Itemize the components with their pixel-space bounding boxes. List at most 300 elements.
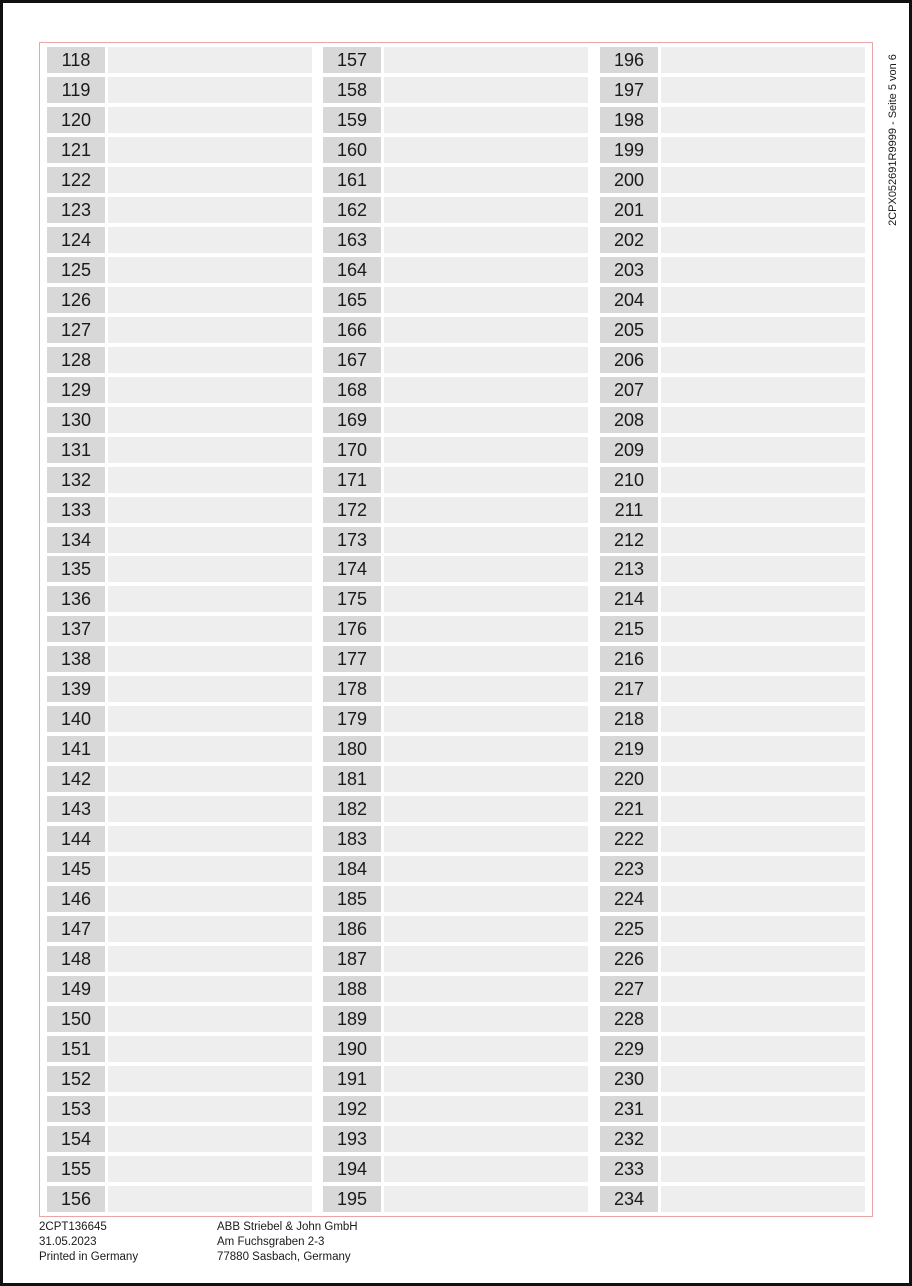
label-row [600, 497, 865, 523]
label-number: 200 [600, 167, 658, 193]
label-divider [658, 347, 661, 373]
label-number: 132 [47, 467, 105, 493]
label-number: 162 [323, 197, 381, 223]
label-row [600, 886, 865, 912]
label-row [600, 137, 865, 163]
label-number: 118 [47, 47, 105, 73]
label-number: 163 [323, 227, 381, 253]
label-number: 219 [600, 736, 658, 762]
label-row [323, 736, 588, 762]
label-divider [381, 47, 384, 73]
label-number: 169 [323, 407, 381, 433]
label-number: 145 [47, 856, 105, 882]
label-number: 146 [47, 886, 105, 912]
label-divider [658, 137, 661, 163]
label-number: 231 [600, 1096, 658, 1122]
label-number: 207 [600, 377, 658, 403]
label-number: 152 [47, 1066, 105, 1092]
label-divider [658, 77, 661, 103]
label-number: 155 [47, 1156, 105, 1182]
label-number: 158 [323, 77, 381, 103]
label-number: 201 [600, 197, 658, 223]
label-divider [105, 227, 108, 253]
label-row [323, 1096, 588, 1122]
label-row [600, 1096, 865, 1122]
label-row [323, 167, 588, 193]
label-divider [658, 706, 661, 732]
label-row [600, 1186, 865, 1212]
company-street: Am Fuchsgraben 2-3 [217, 1236, 325, 1248]
label-number: 182 [323, 796, 381, 822]
label-divider [658, 1126, 661, 1152]
label-divider [381, 796, 384, 822]
label-number: 194 [323, 1156, 381, 1182]
label-number: 161 [323, 167, 381, 193]
label-divider [381, 1066, 384, 1092]
label-divider [381, 1156, 384, 1182]
label-number: 188 [323, 976, 381, 1002]
label-number: 157 [323, 47, 381, 73]
label-row [600, 856, 865, 882]
label-divider [105, 137, 108, 163]
label-number: 138 [47, 646, 105, 672]
label-number: 210 [600, 467, 658, 493]
label-number: 204 [600, 287, 658, 313]
label-divider [105, 197, 108, 223]
label-divider [658, 497, 661, 523]
label-row [323, 916, 588, 942]
label-divider [658, 167, 661, 193]
label-number: 225 [600, 916, 658, 942]
label-row [47, 287, 312, 313]
label-number: 174 [323, 556, 381, 582]
label-divider [658, 437, 661, 463]
label-number: 175 [323, 586, 381, 612]
label-divider [381, 856, 384, 882]
label-number: 208 [600, 407, 658, 433]
label-divider [658, 766, 661, 792]
label-row [323, 527, 588, 553]
label-divider [105, 467, 108, 493]
label-divider [658, 467, 661, 493]
label-row [323, 347, 588, 373]
label-divider [658, 407, 661, 433]
label-divider [105, 886, 108, 912]
label-row [47, 946, 312, 972]
label-number: 226 [600, 946, 658, 972]
printed-note: Printed in Germany [39, 1251, 139, 1263]
label-row [47, 676, 312, 702]
label-row [600, 77, 865, 103]
label-divider [381, 167, 384, 193]
label-number: 130 [47, 407, 105, 433]
label-divider [105, 1036, 108, 1062]
label-number: 172 [323, 497, 381, 523]
label-number: 228 [600, 1006, 658, 1032]
label-row [600, 257, 865, 283]
label-row [600, 527, 865, 553]
label-row [600, 1066, 865, 1092]
label-row [47, 227, 312, 253]
label-divider [381, 706, 384, 732]
label-row [323, 47, 588, 73]
doc-date: 31.05.2023 [39, 1236, 97, 1248]
label-number: 199 [600, 137, 658, 163]
label-row [600, 646, 865, 672]
label-divider [105, 586, 108, 612]
label-row [323, 1006, 588, 1032]
label-row [323, 257, 588, 283]
label-number: 171 [323, 467, 381, 493]
label-number: 196 [600, 47, 658, 73]
label-divider [381, 317, 384, 343]
label-number: 168 [323, 377, 381, 403]
label-row [600, 167, 865, 193]
label-divider [658, 886, 661, 912]
label-number: 233 [600, 1156, 658, 1182]
label-divider [658, 317, 661, 343]
label-number: 131 [47, 437, 105, 463]
label-number: 206 [600, 347, 658, 373]
label-divider [381, 676, 384, 702]
label-divider [658, 856, 661, 882]
label-number: 170 [323, 437, 381, 463]
label-row [323, 317, 588, 343]
label-row [323, 646, 588, 672]
label-row [323, 1186, 588, 1212]
label-divider [658, 1066, 661, 1092]
label-divider [658, 1186, 661, 1212]
label-row [323, 946, 588, 972]
label-number: 167 [323, 347, 381, 373]
label-divider [105, 1096, 108, 1122]
label-divider [658, 736, 661, 762]
label-row [47, 77, 312, 103]
label-divider [658, 1036, 661, 1062]
label-row [323, 407, 588, 433]
label-row [47, 107, 312, 133]
label-row [47, 197, 312, 223]
label-divider [105, 317, 108, 343]
label-number: 212 [600, 527, 658, 553]
label-row [47, 586, 312, 612]
label-number: 154 [47, 1126, 105, 1152]
label-divider [658, 796, 661, 822]
label-divider [658, 47, 661, 73]
label-number: 177 [323, 646, 381, 672]
label-row [47, 257, 312, 283]
label-divider [105, 287, 108, 313]
label-row [323, 107, 588, 133]
label-number: 126 [47, 287, 105, 313]
label-divider [105, 646, 108, 672]
label-divider [381, 107, 384, 133]
label-divider [105, 766, 108, 792]
side-reference: 2CPX052691R9999 - Seite 5 von 6 [887, 54, 899, 226]
label-row [600, 47, 865, 73]
label-row [47, 1006, 312, 1032]
label-row [323, 467, 588, 493]
label-row [47, 407, 312, 433]
label-number: 229 [600, 1036, 658, 1062]
footer-left [39, 1220, 138, 1265]
label-divider [105, 347, 108, 373]
label-number: 227 [600, 976, 658, 1002]
label-number: 153 [47, 1096, 105, 1122]
label-divider [658, 197, 661, 223]
label-divider [105, 1156, 108, 1182]
label-row [600, 706, 865, 732]
label-number: 120 [47, 107, 105, 133]
label-number: 124 [47, 227, 105, 253]
label-row [323, 586, 588, 612]
label-row [600, 826, 865, 852]
label-row [47, 1186, 312, 1212]
label-row [47, 886, 312, 912]
label-divider [381, 497, 384, 523]
label-divider [381, 347, 384, 373]
label-number: 203 [600, 257, 658, 283]
label-number: 149 [47, 976, 105, 1002]
label-divider [381, 377, 384, 403]
label-number: 136 [47, 586, 105, 612]
label-row [47, 646, 312, 672]
label-number: 223 [600, 856, 658, 882]
label-divider [381, 1096, 384, 1122]
label-row [47, 1156, 312, 1182]
label-number: 232 [600, 1126, 658, 1152]
label-number: 220 [600, 766, 658, 792]
label-row [323, 1066, 588, 1092]
label-number: 195 [323, 1186, 381, 1212]
label-number: 186 [323, 916, 381, 942]
label-number: 216 [600, 646, 658, 672]
label-divider [381, 137, 384, 163]
label-divider [381, 556, 384, 582]
label-number: 135 [47, 556, 105, 582]
label-divider [105, 1066, 108, 1092]
label-divider [105, 437, 108, 463]
label-number: 122 [47, 167, 105, 193]
label-row [600, 377, 865, 403]
label-number: 192 [323, 1096, 381, 1122]
label-divider [381, 916, 384, 942]
label-number: 213 [600, 556, 658, 582]
label-row [47, 317, 312, 343]
label-divider [105, 527, 108, 553]
label-row [47, 347, 312, 373]
label-divider [105, 407, 108, 433]
label-row [47, 1066, 312, 1092]
label-row [600, 1156, 865, 1182]
label-number: 222 [600, 826, 658, 852]
label-row [323, 976, 588, 1002]
label-divider [381, 527, 384, 553]
label-row [323, 377, 588, 403]
label-divider [105, 826, 108, 852]
label-number: 128 [47, 347, 105, 373]
label-number: 198 [600, 107, 658, 133]
label-row [600, 1126, 865, 1152]
label-number: 224 [600, 886, 658, 912]
label-row [47, 437, 312, 463]
label-row [600, 736, 865, 762]
label-row [600, 586, 865, 612]
label-number: 214 [600, 586, 658, 612]
label-divider [105, 856, 108, 882]
label-row [47, 167, 312, 193]
label-divider [381, 886, 384, 912]
label-number: 218 [600, 706, 658, 732]
label-divider [381, 1126, 384, 1152]
label-divider [105, 497, 108, 523]
label-divider [105, 916, 108, 942]
label-divider [658, 616, 661, 642]
label-divider [658, 107, 661, 133]
label-row [47, 377, 312, 403]
label-row [600, 556, 865, 582]
label-divider [381, 736, 384, 762]
label-number: 129 [47, 377, 105, 403]
label-row [47, 497, 312, 523]
label-divider [105, 47, 108, 73]
label-number: 191 [323, 1066, 381, 1092]
label-divider [105, 736, 108, 762]
label-row [323, 886, 588, 912]
label-divider [105, 377, 108, 403]
label-number: 190 [323, 1036, 381, 1062]
label-row [47, 796, 312, 822]
label-row [600, 317, 865, 343]
label-divider [105, 796, 108, 822]
label-row [600, 976, 865, 1002]
label-row [47, 706, 312, 732]
label-divider [658, 556, 661, 582]
label-number: 156 [47, 1186, 105, 1212]
label-number: 173 [323, 527, 381, 553]
label-divider [105, 107, 108, 133]
label-number: 133 [47, 497, 105, 523]
label-row [47, 616, 312, 642]
label-divider [381, 766, 384, 792]
label-row [47, 976, 312, 1002]
label-number: 217 [600, 676, 658, 702]
label-row [600, 1006, 865, 1032]
label-row [47, 736, 312, 762]
label-number: 187 [323, 946, 381, 972]
label-divider [381, 586, 384, 612]
label-row [600, 916, 865, 942]
label-number: 209 [600, 437, 658, 463]
label-number: 205 [600, 317, 658, 343]
label-row [600, 347, 865, 373]
label-number: 176 [323, 616, 381, 642]
doc-number: 2CPT136645 [39, 1221, 107, 1233]
label-divider [658, 527, 661, 553]
label-number: 139 [47, 676, 105, 702]
label-divider [105, 946, 108, 972]
label-divider [105, 1186, 108, 1212]
label-row [323, 766, 588, 792]
label-divider [381, 467, 384, 493]
label-row [600, 437, 865, 463]
label-number: 123 [47, 197, 105, 223]
label-row [323, 616, 588, 642]
label-row [47, 556, 312, 582]
label-divider [658, 586, 661, 612]
label-divider [658, 676, 661, 702]
label-row [47, 467, 312, 493]
label-divider [105, 77, 108, 103]
label-row [323, 1126, 588, 1152]
label-row [600, 407, 865, 433]
label-divider [658, 377, 661, 403]
label-divider [381, 946, 384, 972]
label-row [323, 497, 588, 523]
label-row [600, 946, 865, 972]
label-number: 215 [600, 616, 658, 642]
label-row [47, 826, 312, 852]
label-row [600, 287, 865, 313]
label-number: 148 [47, 946, 105, 972]
label-divider [105, 976, 108, 1002]
label-divider [381, 826, 384, 852]
label-divider [105, 556, 108, 582]
label-row [600, 766, 865, 792]
label-number: 144 [47, 826, 105, 852]
label-row [323, 437, 588, 463]
label-divider [105, 167, 108, 193]
label-row [47, 766, 312, 792]
label-number: 193 [323, 1126, 381, 1152]
label-row [600, 1036, 865, 1062]
label-divider [381, 227, 384, 253]
label-row [323, 227, 588, 253]
label-row [323, 676, 588, 702]
label-number: 151 [47, 1036, 105, 1062]
label-row [600, 227, 865, 253]
label-number: 183 [323, 826, 381, 852]
label-divider [105, 706, 108, 732]
label-divider [381, 1186, 384, 1212]
label-number: 197 [600, 77, 658, 103]
label-divider [381, 407, 384, 433]
label-row [600, 796, 865, 822]
label-number: 221 [600, 796, 658, 822]
label-number: 230 [600, 1066, 658, 1092]
label-row [323, 1036, 588, 1062]
label-row [323, 1156, 588, 1182]
label-number: 147 [47, 916, 105, 942]
label-number: 178 [323, 676, 381, 702]
label-divider [658, 976, 661, 1002]
label-divider [658, 287, 661, 313]
label-divider [658, 257, 661, 283]
label-row [323, 197, 588, 223]
label-row [323, 826, 588, 852]
label-number: 140 [47, 706, 105, 732]
label-number: 137 [47, 616, 105, 642]
label-number: 211 [600, 497, 658, 523]
label-number: 164 [323, 257, 381, 283]
company-city: 77880 Sasbach, Germany [217, 1251, 351, 1263]
label-divider [658, 946, 661, 972]
label-number: 165 [323, 287, 381, 313]
label-row [323, 796, 588, 822]
label-row [47, 1096, 312, 1122]
label-divider [658, 916, 661, 942]
label-divider [658, 227, 661, 253]
